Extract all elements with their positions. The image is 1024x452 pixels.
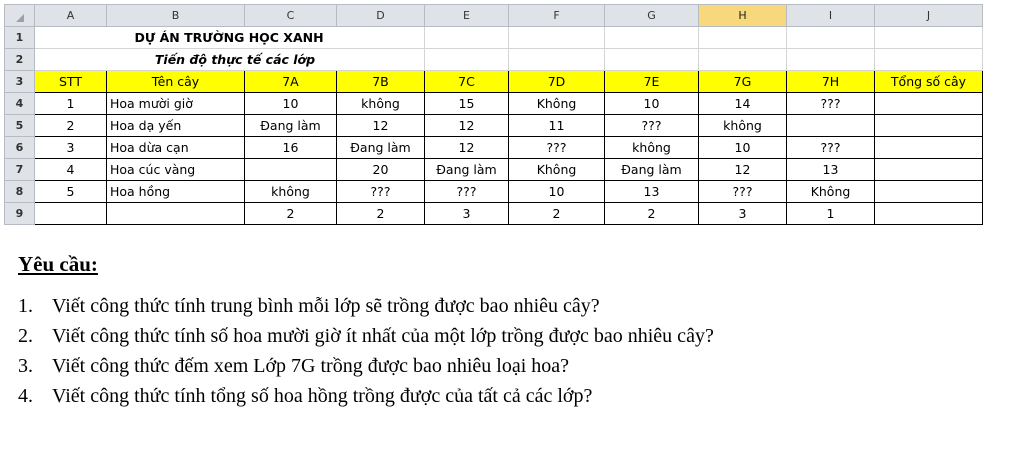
table-header-cell[interactable]: Tổng số cây	[875, 71, 983, 93]
row-header-3[interactable]: 3	[5, 71, 35, 93]
row-header-7[interactable]: 7	[5, 159, 35, 181]
table-cell[interactable]: 3	[699, 203, 787, 225]
table-cell[interactable]: 16	[245, 137, 337, 159]
table-header-cell[interactable]: 7D	[509, 71, 605, 93]
table-cell[interactable]: 12	[425, 137, 509, 159]
row-header-8[interactable]: 8	[5, 181, 35, 203]
table-cell[interactable]: 5	[35, 181, 107, 203]
table-cell[interactable]: 4	[35, 159, 107, 181]
table-header-cell[interactable]: 7C	[425, 71, 509, 93]
empty-cell[interactable]	[425, 49, 509, 71]
table-cell[interactable]: Không	[509, 159, 605, 181]
row-header-5[interactable]: 5	[5, 115, 35, 137]
column-header-a[interactable]: A	[35, 5, 107, 27]
column-header-d[interactable]: D	[337, 5, 425, 27]
requirement-text: Viết công thức tính trung bình mỗi lớp sẽ trồng được bao nhiêu cây?	[52, 295, 600, 317]
table-header-cell[interactable]: 7B	[337, 71, 425, 93]
row-header-2[interactable]: 2	[5, 49, 35, 71]
table-cell[interactable]: không	[605, 137, 699, 159]
requirements-section	[18, 252, 714, 411]
table-cell[interactable]: 1	[787, 203, 875, 225]
requirement-text: Viết công thức tính số hoa mười giờ ít nhất của một lớp trồng được bao nhiêu cây?	[52, 325, 714, 347]
table-cell[interactable]: ???	[787, 93, 875, 115]
requirement-number: 1.	[18, 295, 33, 317]
table-cell[interactable]	[875, 181, 983, 203]
table-cell[interactable]: 2	[605, 203, 699, 225]
empty-cell[interactable]	[699, 27, 787, 49]
table-cell[interactable]: 3	[425, 203, 509, 225]
row-header-4[interactable]: 4	[5, 93, 35, 115]
table-cell[interactable]: Không	[787, 181, 875, 203]
table-cell[interactable]: ???	[605, 115, 699, 137]
requirement-item	[18, 381, 714, 411]
requirement-item	[18, 291, 714, 321]
table-cell[interactable]: 14	[699, 93, 787, 115]
table-cell[interactable]: Đang làm	[605, 159, 699, 181]
table-cell[interactable]	[35, 203, 107, 225]
empty-cell[interactable]	[509, 49, 605, 71]
table-cell[interactable]: 10	[699, 137, 787, 159]
requirements-title: Yêu cầu:	[18, 252, 98, 276]
table-cell[interactable]: 15	[425, 93, 509, 115]
requirement-item	[18, 321, 714, 351]
table-header-cell[interactable]: 7H	[787, 71, 875, 93]
requirement-number: 4.	[18, 385, 33, 407]
empty-cell[interactable]	[875, 49, 983, 71]
requirement-number: 2.	[18, 325, 33, 347]
table-cell[interactable]: 10	[509, 181, 605, 203]
select-all-icon	[16, 14, 24, 22]
table-cell[interactable]: không	[699, 115, 787, 137]
empty-cell[interactable]	[425, 27, 509, 49]
table-cell[interactable]: ???	[787, 137, 875, 159]
table-cell[interactable]: 1	[35, 93, 107, 115]
table-cell[interactable]: Không	[509, 93, 605, 115]
table-cell[interactable]: Hoa mười giờ	[107, 93, 245, 115]
table-cell[interactable]: 2	[509, 203, 605, 225]
row-header-1[interactable]: 1	[5, 27, 35, 49]
table-cell[interactable]: Hoa hồng	[107, 181, 245, 203]
requirement-number: 3.	[18, 355, 33, 377]
sheet-title-cell[interactable]: DỰ ÁN TRƯỜNG HỌC XANH	[35, 27, 425, 49]
table-cell[interactable]: 11	[509, 115, 605, 137]
table-header-cell[interactable]: 7E	[605, 71, 699, 93]
row-header-9[interactable]: 9	[5, 203, 35, 225]
table-cell[interactable]: 10	[245, 93, 337, 115]
table-cell[interactable]: 12	[699, 159, 787, 181]
table-cell[interactable]: Hoa dạ yến	[107, 115, 245, 137]
empty-cell[interactable]	[875, 27, 983, 49]
empty-cell[interactable]	[509, 27, 605, 49]
empty-cell[interactable]	[787, 27, 875, 49]
table-cell[interactable]	[787, 115, 875, 137]
column-header-c[interactable]: C	[245, 5, 337, 27]
sheet-subtitle-cell[interactable]: Tiến độ thực tế các lớp	[35, 49, 425, 71]
table-cell[interactable]	[875, 93, 983, 115]
table-header-cell[interactable]: 7A	[245, 71, 337, 93]
table-cell[interactable]: không	[245, 181, 337, 203]
table-cell[interactable]	[875, 115, 983, 137]
table-cell[interactable]: ???	[699, 181, 787, 203]
table-cell[interactable]: 3	[35, 137, 107, 159]
table-cell[interactable]: 12	[337, 115, 425, 137]
requirement-text: Viết công thức đếm xem Lớp 7G trồng được bao nhiêu loại hoa?	[52, 355, 570, 377]
table-cell[interactable]: không	[337, 93, 425, 115]
requirements-list	[18, 291, 714, 411]
table-cell[interactable]: 13	[605, 181, 699, 203]
table-cell[interactable]: 2	[337, 203, 425, 225]
table-cell[interactable]	[875, 137, 983, 159]
table-cell[interactable]: Hoa dừa cạn	[107, 137, 245, 159]
table-header-cell[interactable]: STT	[35, 71, 107, 93]
spreadsheet-grid	[4, 4, 983, 225]
table-cell[interactable]	[107, 203, 245, 225]
table-cell[interactable]: 13	[787, 159, 875, 181]
table-cell[interactable]: Đang làm	[337, 137, 425, 159]
column-header-i[interactable]: I	[787, 5, 875, 27]
table-cell[interactable]: ???	[509, 137, 605, 159]
column-header-e[interactable]: E	[425, 5, 509, 27]
column-header-b[interactable]: B	[107, 5, 245, 27]
empty-cell[interactable]	[605, 49, 699, 71]
table-cell[interactable]: Đang làm	[425, 159, 509, 181]
table-cell[interactable]	[875, 159, 983, 181]
table-cell[interactable]: ???	[337, 181, 425, 203]
column-header-g[interactable]: G	[605, 5, 699, 27]
table-header-cell[interactable]: Tên cây	[107, 71, 245, 93]
table-cell[interactable]	[875, 203, 983, 225]
column-header-h[interactable]: H	[699, 5, 787, 27]
requirement-text: Viết công thức tính tổng số hoa hồng trồng được của tất cả các lớp?	[52, 385, 593, 407]
select-all-corner[interactable]	[5, 5, 35, 27]
table-cell[interactable]: 2	[245, 203, 337, 225]
requirement-item	[18, 351, 714, 381]
table-cell[interactable]: ???	[425, 181, 509, 203]
empty-cell[interactable]	[787, 49, 875, 71]
table-cell[interactable]	[245, 159, 337, 181]
column-header-j[interactable]: J	[875, 5, 983, 27]
column-header-f[interactable]: F	[509, 5, 605, 27]
table-header-cell[interactable]: 7G	[699, 71, 787, 93]
table-cell[interactable]: 12	[425, 115, 509, 137]
table-cell[interactable]: Đang làm	[245, 115, 337, 137]
table-cell[interactable]: Hoa cúc vàng	[107, 159, 245, 181]
empty-cell[interactable]	[699, 49, 787, 71]
table-cell[interactable]: 2	[35, 115, 107, 137]
row-header-6[interactable]: 6	[5, 137, 35, 159]
table-cell[interactable]: 20	[337, 159, 425, 181]
table-cell[interactable]: 10	[605, 93, 699, 115]
empty-cell[interactable]	[605, 27, 699, 49]
